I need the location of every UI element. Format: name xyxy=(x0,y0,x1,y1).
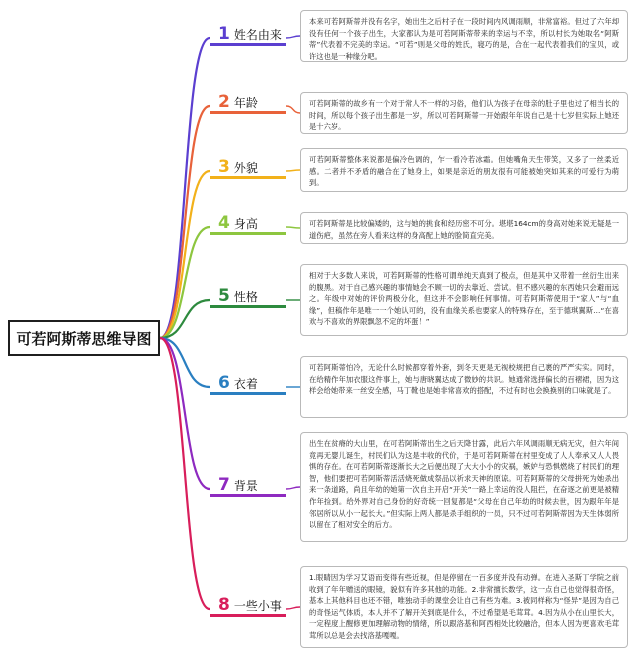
root-node-title[interactable]: 可若阿斯蒂思维导图 xyxy=(8,320,160,356)
connector-line xyxy=(160,106,210,338)
branch-node-2[interactable] xyxy=(210,94,286,114)
connector-line xyxy=(160,338,210,609)
connector-line xyxy=(286,487,300,489)
branch-text-box-4: 可若阿斯蒂是比较偏矮的，这与她的挑食和经历密不可分。堪堪164cm的身高对她来说无疑是一道伤疤，虽然在旁人看来这样的身高配上她的脸简直完美。 xyxy=(300,212,628,244)
branch-text-box-6: 可若阿斯蒂怕冷，无论什么时候都穿着外套，到冬天更是无视校规把自己裹的严严实实。同时，在给精作年加衣服这件事上，她与唐晓翼达成了微妙的共识。她通常选择偏长的百褶裙，因为这样会给她带来一丝安全感，马丁靴也是她非常喜欢的搭配，不过有时也会换换别的口味就是了。 xyxy=(300,356,628,418)
branch-number: 3 xyxy=(218,157,230,177)
connector-line xyxy=(286,106,300,113)
branch-node-1[interactable] xyxy=(210,26,286,46)
branch-node-7[interactable] xyxy=(210,477,286,497)
branch-label: 身高 xyxy=(233,217,258,231)
branch-label: 年龄 xyxy=(233,96,258,110)
branch-label: 衣着 xyxy=(233,377,258,391)
branch-node-5[interactable] xyxy=(210,288,286,308)
branch-number: 7 xyxy=(218,475,230,495)
branch-node-4[interactable] xyxy=(210,215,286,235)
branch-text-box-8: 1.眼睛因为学习艾语而变得有些近视，但是停留在一百多度并没有动弹。在进入圣斯丁学院之前收到了年年赠送的眼镜，貌似有许多其他的功能。2.非常擅长数学，这一点自己也觉得很奇怪，基本上其他科目也还不错，唯独动手的课堂会让自己有些为难。3.被同样称为“怪异”是因为自己的奇怪运气体质，本人并不了解开关到底是什么，不过希望是毛茸茸。4.因为从小在山里长大，一定程度上醒修更加理解动物的情绪，所以跟洛基和阿西相处比较融洽，但本人因为更喜欢毛茸茸所以总是会去找洛基嘎嘎。 xyxy=(300,566,628,648)
branch-label: 姓名由来 xyxy=(233,28,282,42)
branch-number: 8 xyxy=(218,595,230,615)
branch-number: 4 xyxy=(218,213,230,233)
connector-line xyxy=(286,227,300,228)
branch-text-box-5: 相对于大多数人来说，可若阿斯蒂的性格可谓单纯天真到了极点，但是其中又带着一丝衍生出来的腹黑。对于自己感兴趣的事情她会不顾一切的去靠近、尝试。但不感兴趣的东西她只会避而远之。年级中对她的评价两极分化，但这并不会影响任何事情。可若阿斯蒂使用于“家人”与“血缘”，但稿作年是唯一一个她认可的，没有血缘关系也要家人的特殊存在，至于德琪翼斯…“在喜欢与不喜欢的界限飘忽不定的坏蛋！” xyxy=(300,264,628,336)
connector-line xyxy=(160,38,210,338)
branch-text-box-1: 本来可若阿斯蒂并没有名字，她出生之后村子在一段时间内风调雨顺，非常富裕。但过了六年却没有任何一个孩子出生，大家都认为是可若阿斯蒂带来的幸运与不幸，所以村长为她取名“阿斯蒂”代表着不完美的幸运。“可若”则是父母的姓氏，寝巧的是，合在一起代表着我们的宝贝，或许这也是一种缘分吧。 xyxy=(300,10,628,62)
connector-line xyxy=(286,170,300,171)
branch-node-8[interactable] xyxy=(210,597,286,617)
branch-node-3[interactable] xyxy=(210,159,286,179)
branch-text-box-3: 可若阿斯蒂整体来说都是偏冷色调的，乍一看冷若冰霜。但她嘴角天生带笑，又多了一丝柔近感。二者并不矛盾的融合在了她身上，如果是亲近的朋友很有可能被她突如其来的可爱行为萌到。 xyxy=(300,148,628,192)
branch-text-box-2: 可若阿斯蒂的故乡有一个对于常人不一样的习俗，他们认为孩子在母亲的肚子里也过了相当长的时间，所以每个孩子出生都是一岁，所以可若阿斯蒂一开始跟年年说自己是十七岁但实际上她还是十六岁。 xyxy=(300,92,628,134)
branch-number: 6 xyxy=(218,373,230,393)
branch-label: 一些小事 xyxy=(233,599,282,613)
branch-label: 背景 xyxy=(233,479,258,493)
branch-number: 5 xyxy=(218,286,230,306)
branch-node-6[interactable] xyxy=(210,375,286,395)
connector-line xyxy=(286,36,300,38)
branch-label: 外貌 xyxy=(233,161,258,175)
branch-text-box-7: 出生在贫瘠的大山里，在可若阿斯蒂出生之后天降甘露，此后六年风调雨顺无病无灾，但六年间竟再无婴儿诞生，村民们认为这是丰收的代价，于是可若阿斯蒂在村里变成了人人奉承又人人畏惧的存在。在可若阿斯蒂逐渐长大之后便出现了大大小小的灾祸，嫉妒与恐惧燃烧了村民们的理智，他们要把可若阿斯蒂活活烧死做成祭品以祈求天神的原谅。可若阿斯蒂的父母拼死为她杀出来一条道路，尚且年幼的她第一次自主开启“开关”一路上幸运的没人阻拦，在奋逐之前更是被精作年捡到。给外界对自己身份的好奇统一回复都是“父母在自己年幼的时候去世，因为跟年年是邻居所以从小一起长大。”但实际上两人都是杀手组织的一员，只不过可若阿斯蒂因为天生体弱所以留在了相对安全的后方。 xyxy=(300,432,628,542)
branch-label: 性格 xyxy=(233,290,258,304)
branch-number: 2 xyxy=(218,92,230,112)
connector-line xyxy=(286,607,300,609)
branch-number: 1 xyxy=(218,24,230,44)
connector-line xyxy=(160,227,210,338)
